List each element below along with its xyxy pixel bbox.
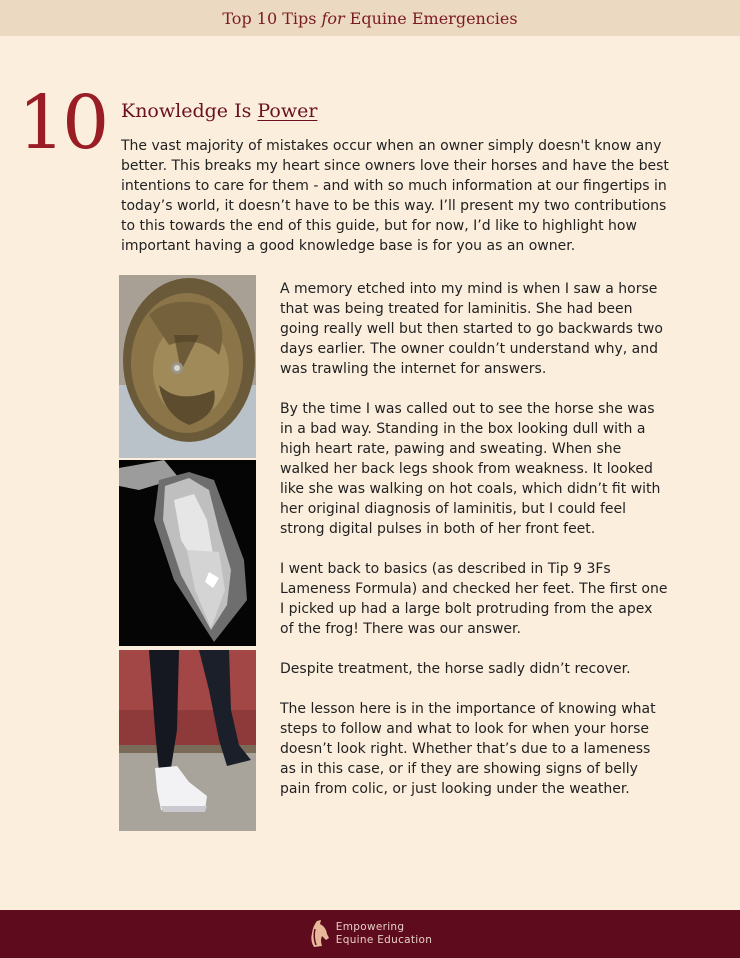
header-title-part2: Equine Emergencies	[349, 8, 518, 28]
story-text	[280, 279, 670, 819]
header-title-italic: for	[321, 8, 345, 28]
tip-number: 10	[18, 80, 107, 166]
hoof-xray-photo	[119, 460, 256, 646]
header-title-part1: Top 10 Tips	[222, 8, 317, 28]
story-paragraph-4: Despite treatment, the horse sadly didn’t recover.	[280, 661, 631, 677]
page-footer	[0, 910, 740, 958]
horse-head-icon	[308, 919, 330, 949]
story-paragraph-2: By the time I was called out to see the horse she was in a bad way. Standing in the box looking dull with a high heart rate, pawing and sweating. When she walked her back legs shook from weakness. It looked like she was walking on hot coals, which didn’t fit with her original diagnosis of laminitis, but I could feel strong digital pulses in both of her front feet.	[280, 401, 661, 537]
page-header	[0, 0, 740, 36]
brand-logo	[308, 919, 432, 949]
tip-heading	[121, 100, 317, 122]
story-paragraph-5: The lesson here is in the importance of knowing what steps to follow and what to look for when your horse doesn’t look right. Whether that’s due to a lameness as in this case, or if they are showing signs of belly pain from colic, or just looking under the weather.	[280, 701, 656, 797]
horse-legs-photo	[119, 650, 256, 831]
brand-line-2: Equine Education	[335, 934, 433, 946]
tip-heading-underlined: Power	[257, 100, 318, 122]
brand-text	[336, 921, 432, 947]
tip-heading-text: Knowledge Is	[121, 100, 252, 122]
brand-line-1: Empowering	[335, 921, 405, 933]
story-paragraph-1: A memory etched into my mind is when I saw a horse that was being treated for laminitis. She had been going really well but then started to go backwards two days earlier. The owner couldn’t understand why, and was trawling the internet for answers.	[280, 281, 663, 377]
intro-paragraph: The vast majority of mistakes occur when an owner simply doesn't know any better. This breaks my heart since owners love their horses and have the best intentions to care for them - and with so much information at our fingertips in today’s world, it doesn’t have to be this way. I’ll present my two contributions to this towards the end of this guide, but for now, I’d like to highlight how important having a good knowledge base is for you as an owner.	[121, 138, 669, 254]
hoof-sole-photo	[119, 275, 256, 458]
story-paragraph-3: I went back to basics (as described in Tip 9 3Fs Lameness Formula) and checked her feet. The first one I picked up had a large bolt protruding from the apex of the frog! There was our answer.	[280, 561, 668, 637]
